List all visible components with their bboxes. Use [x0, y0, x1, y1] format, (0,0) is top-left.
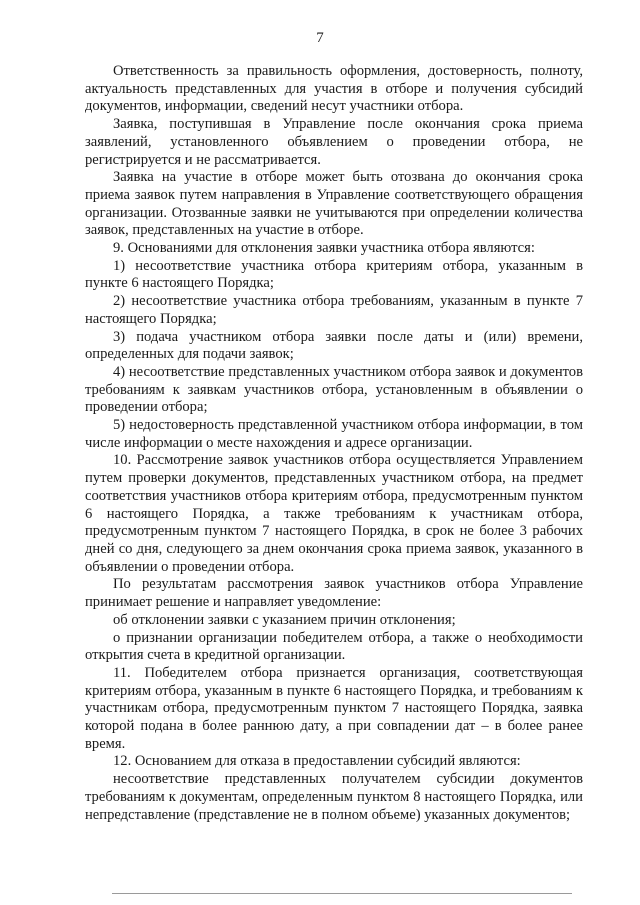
- paragraph-item-9-heading: 9. Основаниями для отклонения заявки участника отбора являются:: [113, 240, 535, 257]
- paragraph-late-application: Заявка, поступившая в Управление после окончания срока приема заявлений, установленного объявлением о проведении отбора, не регистрируется и не рассматривается.: [85, 116, 583, 168]
- paragraph-responsibility: Ответственность за правильность оформления, достоверность, полноту, актуальность представленных для участия в отборе и получения субсидий документов, информации, сведений несут участники отбора.: [85, 63, 583, 115]
- paragraph-item-9-3: 3) подача участником отбора заявки после даты и (или) времени, определенных для подачи заявок;: [85, 328, 583, 363]
- paragraph-review-results: По результатам рассмотрения заявок участников отбора Управление принимает решение и направляет уведомление:: [85, 576, 583, 611]
- paragraph-withdrawal: Заявка на участие в отборе может быть отозвана до окончания срока приема заявок путем направления в Управление соответствующего обращения организации. Отозванные заявки не учитываются при определении количества заявок, представленных на участие в отборе.: [85, 169, 583, 239]
- document-body: [85, 63, 583, 824]
- paragraph-item-11: 11. Победителем отбора признается организация, соответствующая критериям отбора, указанным в пункте 6 настоящего Порядка, и требованиям к участникам отбора, предусмотренным пунктом 7 настоящего Порядка, заявка которой подана в более раннюю дату, а при совпадении дат – в более ранее время.: [85, 664, 583, 752]
- paragraph-item-10: 10. Рассмотрение заявок участников отбора осуществляется Управлением путем проверки документов, представленных участником отбора, на предмет соответствия участников отбора критериям отбора, предусмотренным пунктом 6 настоящего Порядка, а также требованиям к участникам отбора, предусмотренным пунктом 7 настоящего Порядка, в срок не более 3 рабочих дней со дня, следующего за днем окончания срока приема заявок, указанного в объявлении о проведении отбора.: [85, 452, 583, 575]
- footer-rule: [112, 893, 572, 894]
- paragraph-rejection-notice: об отклонении заявки с указанием причин отклонения;: [113, 611, 456, 628]
- paragraph-item-9-5: 5) недостоверность представленной участником отбора информации, в том числе информации о месте нахождения и адресе организации.: [85, 417, 583, 451]
- paragraph-item-12-1: несоответствие представленных получателем субсидии документов требованиям к документам, определенным пунктом 8 настоящего Порядка, или непредставление (представление не в полном объеме) указанных документов;: [85, 771, 583, 823]
- paragraph-winner-notice: о признании организации победителем отбора, а также о необходимости открытия счета в кредитной организации.: [85, 629, 583, 664]
- paragraph-item-9-2: 2) несоответствие участника отбора требованиям, указанным в пункте 7 настоящего Порядка;: [85, 293, 583, 327]
- page-number: 7: [316, 30, 324, 46]
- paragraph-item-9-1: 1) несоответствие участника отбора критериям отбора, указанным в пункте 6 настоящего Порядка;: [85, 257, 583, 292]
- paragraph-item-12-heading: 12. Основанием для отказа в предоставлении субсидий являются:: [113, 753, 521, 770]
- paragraph-item-9-4: 4) несоответствие представленных участником отбора заявок и документов требованиям к заявкам участников отбора, установленным в объявлении о проведении отбора;: [85, 363, 583, 416]
